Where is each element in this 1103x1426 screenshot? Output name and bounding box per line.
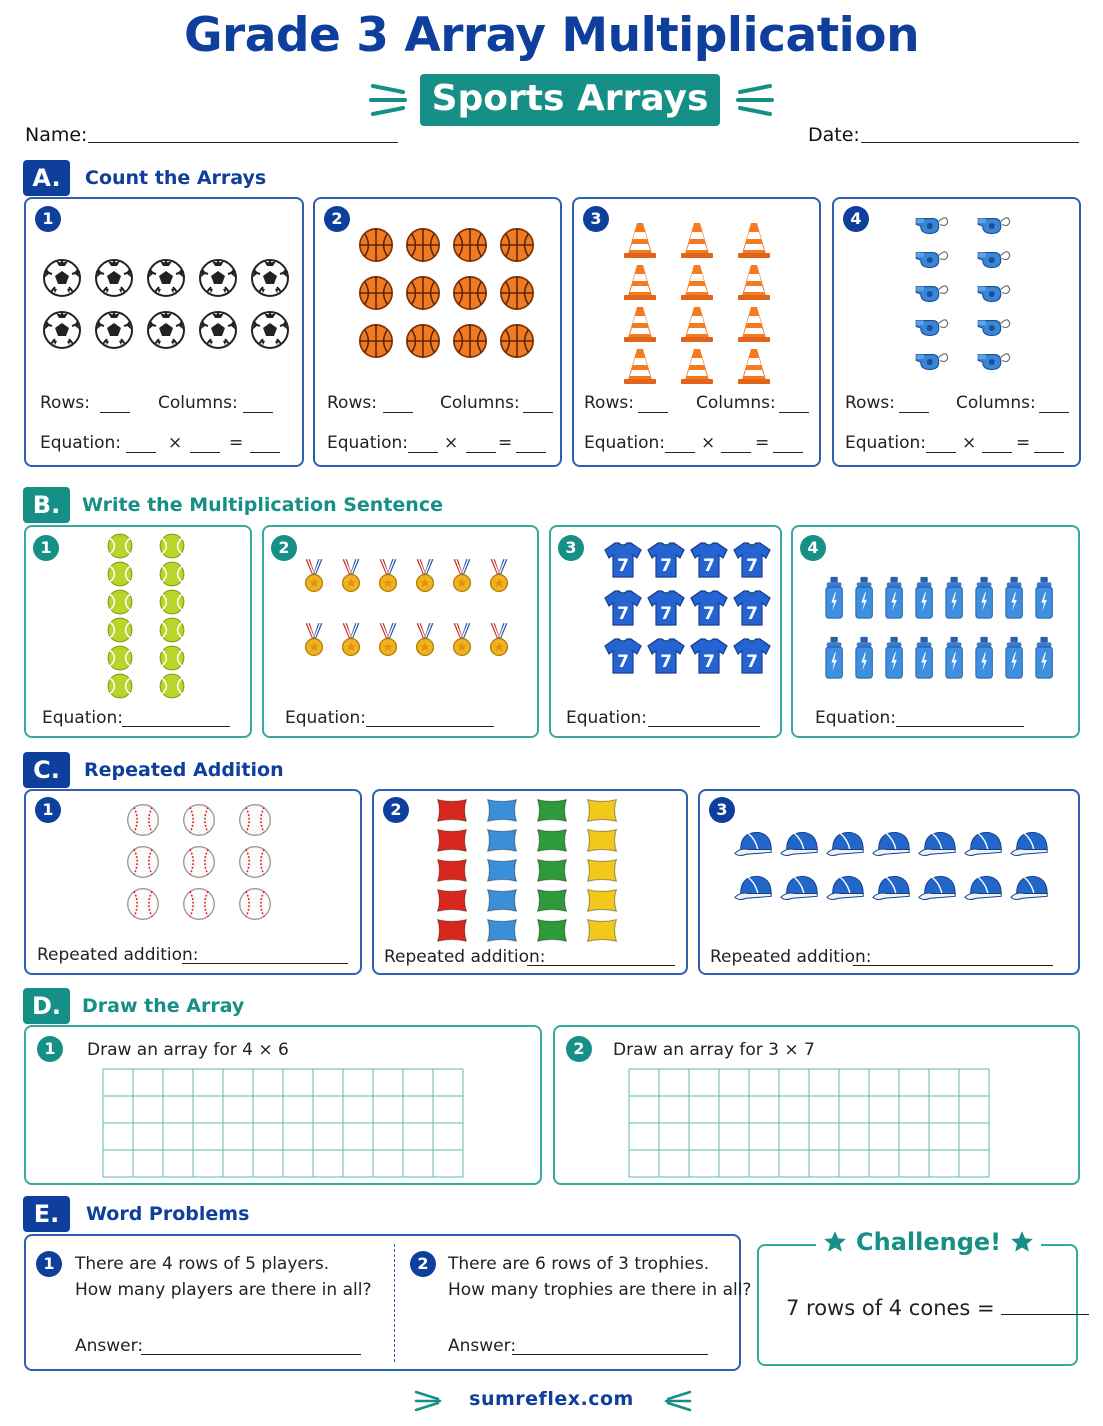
challenge-title: Challenge! [856, 1228, 1002, 1256]
right-arrow-icon [662, 1386, 694, 1416]
bean-bag-icon [434, 796, 470, 825]
factor-field[interactable] [721, 452, 751, 453]
rows-label: Rows: [584, 393, 634, 413]
basketball-icon [357, 274, 395, 312]
question-number: 3 [709, 797, 735, 823]
answer-field[interactable] [512, 1354, 708, 1355]
question-number: 4 [843, 206, 869, 232]
columns-answer-field[interactable] [243, 412, 273, 413]
rows-answer-field[interactable] [100, 412, 130, 413]
traffic-cone-icon [677, 262, 717, 302]
soccer-ball-icon [146, 310, 186, 350]
baseball-cap-icon [871, 828, 913, 860]
water-bottle-icon [1002, 636, 1026, 680]
question-number: 4 [800, 535, 826, 561]
water-bottle-icon [912, 636, 936, 680]
bean-bag-icon [484, 856, 520, 885]
answer-label: Answer: [448, 1336, 517, 1356]
columns-answer-field[interactable] [1039, 412, 1069, 413]
section-a-title: Count the Arrays [85, 167, 267, 189]
basketball-icon [498, 274, 536, 312]
whistle-icon [912, 208, 952, 238]
medal-icon [411, 556, 439, 596]
water-bottle-icon [1032, 576, 1056, 620]
baseball-icon [181, 886, 217, 922]
medal-icon [300, 620, 328, 660]
repeated-addition-label: Repeated addition: [710, 947, 872, 967]
factor-field[interactable] [126, 452, 156, 453]
water-bottle-icon [912, 576, 936, 620]
traffic-cone-icon [677, 220, 717, 260]
medal-icon [374, 620, 402, 660]
jersey-icon [732, 636, 772, 676]
bean-bag-icon [484, 886, 520, 915]
baseball-cap-icon [917, 828, 959, 860]
times-sign: × [168, 433, 183, 453]
question-number: 2 [566, 1036, 592, 1062]
bean-bag-icon [434, 886, 470, 915]
baseball-icon [181, 844, 217, 880]
svg-text:7: 7 [746, 604, 758, 624]
section-d-badge: D. [23, 988, 70, 1024]
tennis-ball-icon [158, 672, 186, 700]
medal-icon [411, 620, 439, 660]
water-bottle-icon [822, 636, 846, 680]
basketball-icon [357, 322, 395, 360]
question-number: 3 [583, 206, 609, 232]
equation-answer-field[interactable] [648, 726, 760, 727]
equals-sign: = [755, 433, 770, 453]
baseball-cap-icon [1009, 828, 1051, 860]
equation-label: Equation: [327, 433, 409, 453]
question-number: 1 [35, 797, 61, 823]
columns-answer-field[interactable] [523, 412, 553, 413]
equation-label: Equation: [584, 433, 666, 453]
tennis-ball-icon [158, 588, 186, 616]
footer-site: sumreflex.com [469, 1388, 634, 1410]
tennis-ball-icon [158, 644, 186, 672]
equals-sign: = [498, 433, 513, 453]
baseball-cap-icon [825, 872, 867, 904]
basketball-icon [357, 226, 395, 264]
columns-label: Columns: [696, 393, 776, 413]
soccer-ball-icon [250, 258, 290, 298]
svg-text:7: 7 [660, 556, 672, 576]
traffic-cone-icon [677, 346, 717, 386]
soccer-ball-icon [42, 310, 82, 350]
section-e-badge: E. [23, 1196, 70, 1232]
medal-icon [448, 620, 476, 660]
times-sign: × [701, 433, 716, 453]
baseball-cap-icon [1009, 872, 1051, 904]
water-bottle-icon [852, 576, 876, 620]
question-number: 2 [324, 206, 350, 232]
repeated-addition-label: Repeated addition: [384, 947, 546, 967]
basketball-icon [451, 226, 489, 264]
factor-field[interactable] [665, 452, 695, 453]
question-number: 2 [271, 535, 297, 561]
baseball-cap-icon [963, 828, 1005, 860]
word-problem-question: How many players are there in all? [75, 1280, 372, 1300]
whistle-icon [974, 310, 1014, 340]
equation-label: Equation: [845, 433, 927, 453]
water-bottle-icon [972, 576, 996, 620]
traffic-cone-icon [620, 346, 660, 386]
soccer-ball-icon [146, 258, 186, 298]
product-field[interactable] [516, 452, 546, 453]
word-problem-line: There are 6 rows of 3 trophies. [448, 1254, 710, 1274]
equation-label: Equation: [815, 708, 897, 728]
traffic-cone-icon [734, 346, 774, 386]
traffic-cone-icon [734, 220, 774, 260]
repeated-addition-field[interactable] [527, 965, 675, 966]
baseball-cap-icon [733, 828, 775, 860]
jersey-icon [603, 588, 643, 628]
right-burst-icon [728, 76, 778, 124]
traffic-cone-icon [620, 304, 660, 344]
jersey-icon [689, 636, 729, 676]
equation-answer-field[interactable] [896, 726, 1024, 727]
bean-bag-icon [534, 826, 570, 855]
question-number: 2 [410, 1251, 436, 1277]
factor-field[interactable] [408, 452, 438, 453]
rows-answer-field[interactable] [899, 412, 929, 413]
question-number: 1 [35, 206, 61, 232]
page-title: Grade 3 Array Multiplication [183, 8, 920, 63]
soccer-ball-icon [94, 258, 134, 298]
equation-answer-field[interactable] [366, 726, 494, 727]
water-bottle-icon [942, 576, 966, 620]
whistle-icon [974, 208, 1014, 238]
columns-label: Columns: [956, 393, 1036, 413]
baseball-icon [237, 886, 273, 922]
section-e-title: Word Problems [86, 1203, 250, 1225]
bean-bag-icon [534, 886, 570, 915]
medal-icon [337, 556, 365, 596]
basketball-icon [498, 322, 536, 360]
bean-bag-icon [584, 796, 620, 825]
basketball-icon [404, 274, 442, 312]
multiplication-card [791, 525, 1080, 738]
question-number: 1 [36, 1251, 62, 1277]
traffic-cone-icon [734, 262, 774, 302]
soccer-ball-icon [42, 258, 82, 298]
star-icon [1009, 1229, 1035, 1255]
whistle-icon [974, 344, 1014, 374]
baseball-icon [125, 844, 161, 880]
challenge-text-row [786, 1296, 1089, 1320]
tennis-ball-icon [106, 644, 134, 672]
medal-icon [485, 620, 513, 660]
svg-text:7: 7 [746, 556, 758, 576]
factor-field[interactable] [982, 452, 1012, 453]
svg-text:7: 7 [746, 652, 758, 672]
tennis-ball-icon [158, 560, 186, 588]
baseball-cap-icon [733, 872, 775, 904]
answer-label: Answer: [75, 1336, 144, 1356]
basketball-icon [451, 274, 489, 312]
equals-sign: = [1016, 433, 1031, 453]
bean-bag-icon [584, 826, 620, 855]
medal-icon [300, 556, 328, 596]
medal-icon [337, 620, 365, 660]
jersey-icon [603, 540, 643, 580]
multiplication-card [24, 525, 252, 738]
tennis-ball-icon [106, 588, 134, 616]
equation-label: Equation: [42, 708, 124, 728]
repeated-addition-label: Repeated addition: [37, 945, 199, 965]
jersey-icon [689, 588, 729, 628]
water-bottle-icon [942, 636, 966, 680]
traffic-cone-icon [734, 304, 774, 344]
svg-text:7: 7 [660, 604, 672, 624]
factor-field[interactable] [926, 452, 956, 453]
challenge-heading [816, 1228, 1041, 1256]
whistle-icon [912, 242, 952, 272]
divider [394, 1244, 395, 1362]
tennis-ball-icon [106, 616, 134, 644]
drawing-grid[interactable] [102, 1068, 464, 1178]
jersey-icon [732, 540, 772, 580]
equation-label: Equation: [40, 433, 122, 453]
jersey-icon [732, 588, 772, 628]
water-bottle-icon [822, 576, 846, 620]
jersey-icon [646, 636, 686, 676]
question-number: 2 [383, 797, 409, 823]
whistle-icon [912, 310, 952, 340]
bean-bag-icon [484, 826, 520, 855]
basketball-icon [451, 322, 489, 360]
rows-answer-field[interactable] [383, 412, 413, 413]
svg-text:7: 7 [660, 652, 672, 672]
basketball-icon [404, 226, 442, 264]
bean-bag-icon [434, 826, 470, 855]
drawing-grid[interactable] [628, 1068, 990, 1178]
baseball-icon [125, 886, 161, 922]
tennis-ball-icon [106, 672, 134, 700]
count-array-card [832, 197, 1081, 467]
bean-bag-icon [584, 856, 620, 885]
date-label: Date: [808, 124, 860, 146]
baseball-cap-icon [779, 872, 821, 904]
svg-text:7: 7 [617, 652, 629, 672]
baseball-icon [125, 802, 161, 838]
repeated-addition-field[interactable] [182, 963, 348, 964]
bean-bag-icon [534, 916, 570, 945]
left-burst-icon [365, 76, 415, 124]
baseball-cap-icon [779, 828, 821, 860]
columns-label: Columns: [158, 393, 238, 413]
baseball-icon [237, 844, 273, 880]
tennis-ball-icon [158, 532, 186, 560]
water-bottle-icon [1032, 636, 1056, 680]
medal-icon [374, 556, 402, 596]
rows-label: Rows: [845, 393, 895, 413]
rows-label: Rows: [327, 393, 377, 413]
svg-text:7: 7 [703, 604, 715, 624]
bean-bag-icon [434, 916, 470, 945]
draw-array-prompt: Draw an array for 3 × 7 [613, 1040, 815, 1060]
medal-icon [448, 556, 476, 596]
svg-text:7: 7 [703, 652, 715, 672]
soccer-ball-icon [250, 310, 290, 350]
baseball-cap-icon [963, 872, 1005, 904]
times-sign: × [962, 433, 977, 453]
product-field[interactable] [250, 452, 280, 453]
equation-answer-field[interactable] [122, 726, 230, 727]
star-icon [822, 1229, 848, 1255]
section-c-badge: C. [23, 752, 70, 788]
bean-bag-icon [584, 886, 620, 915]
whistle-icon [974, 276, 1014, 306]
basketball-icon [404, 322, 442, 360]
name-field[interactable] [88, 142, 398, 143]
section-a-badge: A. [23, 160, 70, 196]
challenge-answer-field[interactable] [1001, 1313, 1089, 1315]
soccer-ball-icon [198, 310, 238, 350]
tennis-ball-icon [106, 532, 134, 560]
columns-answer-field[interactable] [779, 412, 809, 413]
section-b-title: Write the Multiplication Sentence [82, 494, 443, 516]
bean-bag-icon [484, 796, 520, 825]
times-sign: × [444, 433, 459, 453]
jersey-icon [646, 588, 686, 628]
word-problem-line: There are 4 rows of 5 players. [75, 1254, 330, 1274]
rows-label: Rows: [40, 393, 90, 413]
bean-bag-icon [584, 916, 620, 945]
soccer-ball-icon [198, 258, 238, 298]
water-bottle-icon [882, 636, 906, 680]
columns-label: Columns: [440, 393, 520, 413]
soccer-ball-icon [94, 310, 134, 350]
date-field[interactable] [861, 142, 1079, 143]
draw-array-prompt: Draw an array for 4 × 6 [87, 1040, 289, 1060]
svg-text:7: 7 [617, 556, 629, 576]
baseball-cap-icon [871, 872, 913, 904]
water-bottle-icon [882, 576, 906, 620]
medal-icon [485, 556, 513, 596]
whistle-icon [912, 276, 952, 306]
tennis-ball-icon [158, 616, 186, 644]
rows-answer-field[interactable] [638, 412, 668, 413]
traffic-cone-icon [620, 220, 660, 260]
bean-bag-icon [484, 916, 520, 945]
basketball-icon [498, 226, 536, 264]
jersey-icon [603, 636, 643, 676]
section-b-badge: B. [23, 487, 70, 523]
question-number: 1 [33, 535, 59, 561]
repeated-addition-field[interactable] [853, 965, 1053, 966]
factor-field[interactable] [466, 452, 496, 453]
name-label: Name: [25, 124, 88, 146]
challenge-text: 7 rows of 4 cones = [786, 1296, 995, 1320]
answer-field[interactable] [141, 1354, 361, 1355]
water-bottle-icon [972, 636, 996, 680]
jersey-icon [689, 540, 729, 580]
subtitle-banner: Sports Arrays [420, 74, 720, 126]
water-bottle-icon [1002, 576, 1026, 620]
equals-sign: = [229, 433, 244, 453]
word-problem-question: How many trophies are there in all? [448, 1280, 752, 1300]
water-bottle-icon [852, 636, 876, 680]
tennis-ball-icon [106, 560, 134, 588]
traffic-cone-icon [677, 304, 717, 344]
baseball-icon [237, 802, 273, 838]
bean-bag-icon [534, 856, 570, 885]
whistle-icon [912, 344, 952, 374]
question-number: 1 [37, 1036, 63, 1062]
svg-text:7: 7 [617, 604, 629, 624]
section-c-title: Repeated Addition [84, 759, 284, 781]
bean-bag-icon [534, 796, 570, 825]
svg-text:7: 7 [703, 556, 715, 576]
equation-label: Equation: [285, 708, 367, 728]
bean-bag-icon [434, 856, 470, 885]
section-d-title: Draw the Array [82, 995, 245, 1017]
baseball-icon [181, 802, 217, 838]
product-field[interactable] [1034, 452, 1064, 453]
factor-field[interactable] [190, 452, 220, 453]
whistle-icon [974, 242, 1014, 272]
baseball-cap-icon [825, 828, 867, 860]
traffic-cone-icon [620, 262, 660, 302]
jersey-icon [646, 540, 686, 580]
question-number: 3 [558, 535, 584, 561]
equation-label: Equation: [566, 708, 648, 728]
product-field[interactable] [773, 452, 803, 453]
baseball-cap-icon [917, 872, 959, 904]
